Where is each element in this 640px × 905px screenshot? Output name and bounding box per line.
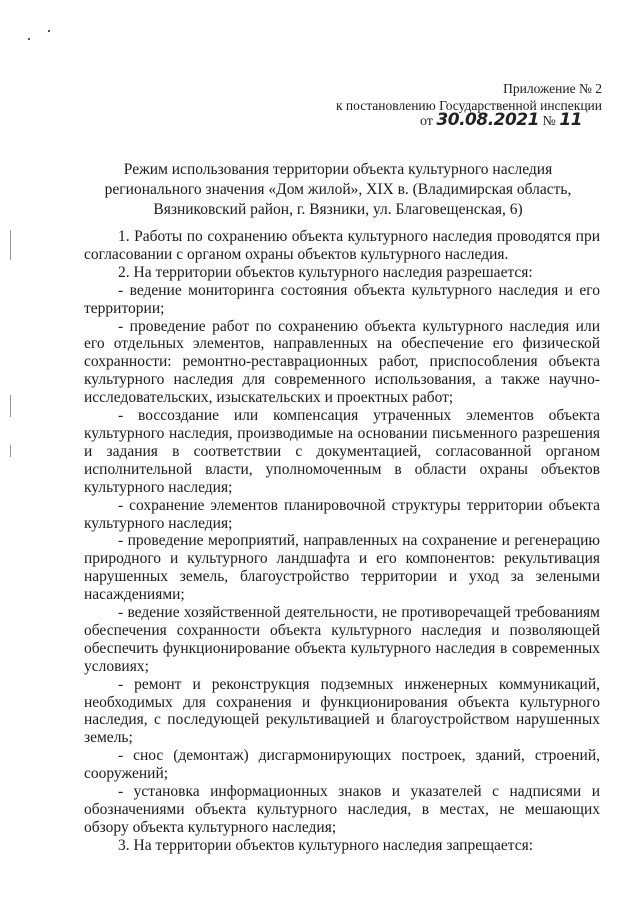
- paragraph-item-2: 2. На территории объектов культурного наследия разрешается:: [118, 263, 533, 281]
- list-item: - ремонт и реконструкция подземных инженерных коммуникаций, необходимых для сохранения и функционирования объекта культурного наследия, с последующей рекультивацией и благоустройством нарушенных земель;: [84, 675, 600, 747]
- document-body: [84, 228, 600, 855]
- list-item: - ведение хозяйственной деятельности, не противоречащей требованиям обеспечения сохранности объекта культурного наследия и позволяющей обеспечить функционирование объекта культурного наследия в современных условиях;: [84, 604, 600, 675]
- paragraph-item-3: 3. На территории объектов культурного наследия запрещается:: [118, 836, 534, 854]
- handwritten-date: 30.08.2021: [436, 110, 539, 130]
- title-line: регионального значения «Дом жилой», XIX в. (Владимирская область,: [104, 181, 572, 198]
- number-prefix: №: [542, 114, 556, 129]
- date-prefix: от: [419, 114, 433, 129]
- title-line: Режим использования территории объекта культурного наследия: [123, 161, 553, 178]
- scan-dot: [28, 38, 30, 40]
- list-item: - ведение мониторинга состояния объекта культурного наследия и его территории;: [84, 281, 600, 317]
- document-title: [88, 160, 588, 220]
- handwritten-number: 11: [559, 110, 582, 130]
- resolution-reference: к постановлению Государственной инспекции: [336, 98, 602, 113]
- paragraph-item-1: 1. Работы по сохранению объекта культурного наследия проводятся при согласовании с органом охраны объектов культурного наследия.: [84, 228, 600, 263]
- scan-margin-line: [10, 445, 11, 457]
- scan-margin-line: [10, 395, 11, 417]
- list-item: - проведение мероприятий, направленных на сохранение и регенерацию природного и культурного ландшафта и его компонентов: рекультивация нарушенных земель, благоустройство территории и уход за зелеными насаждениями;: [84, 532, 600, 604]
- list-item: - установка информационных знаков и указателей с надписями и обозначениями объекта культурного наследия, в местах, не мешающих обзору объекта культурного наследия;: [84, 783, 600, 836]
- list-item: - снос (демонтаж) дисгармонирующих построек, зданий, строений, сооружений;: [84, 747, 600, 783]
- title-line: Вязниковский район, г. Вязники, ул. Благовещенская, 6): [153, 201, 523, 218]
- date-number-line: [420, 110, 582, 132]
- list-item: - проведение работ по сохранению объекта культурного наследия или его отдельных элементов, направленных на обеспечение его физической сохранности: ремонтно-реставрационных работ, приспособления объекта культурного наследия для современного использования, а также научно-исследовательских, изыскательских и проектных работ;: [84, 317, 600, 407]
- list-item: - сохранение элементов планировочной структуры территории объекта культурного наследия;: [84, 496, 600, 532]
- appendix-header: [336, 80, 602, 114]
- scan-dot: [48, 30, 50, 32]
- list-item: - воссоздание или компенсация утраченных элементов объекта культурного наследия, производимые на основании письменного разрешения и задания в соответствии с документацией, согласованной органом исполнительной власти, уполномоченным в области охраны объектов культурного наследия;: [84, 407, 600, 496]
- appendix-number: Приложение № 2: [503, 81, 602, 96]
- scan-margin-line: [10, 230, 11, 260]
